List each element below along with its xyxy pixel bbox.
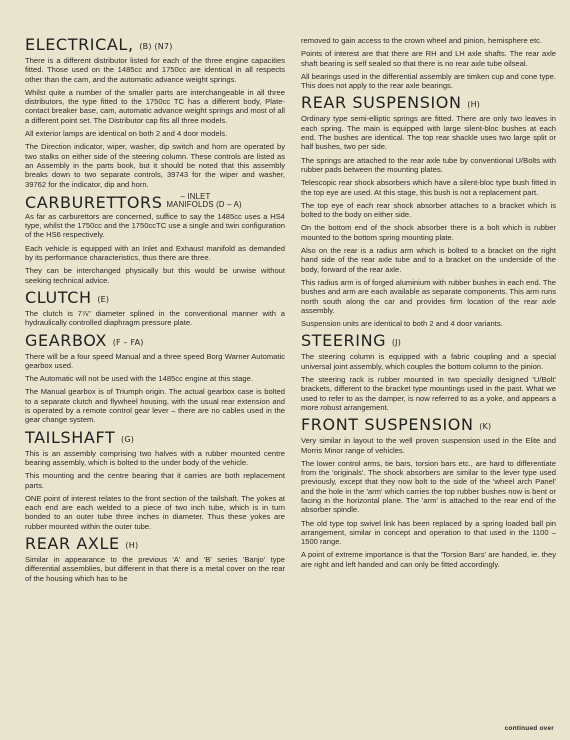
- paragraph: This is an assembly comprising two halves with a rubber mounted centre bearing assembly, which is bolted to the under body of the vehicle.: [25, 448, 285, 467]
- section-heading: [25, 332, 285, 351]
- paragraph: The clutch is 7⅞" diameter splined in the conventional manner with a hydraulically controlled diaphragm pressure plate.: [25, 308, 285, 328]
- section-heading: ELECTRICAL, (B) (N7): [25, 35, 173, 54]
- continued-over-note: continued over: [504, 725, 554, 732]
- paragraph: The Manual gearbox is of Triumph origin. The actual gearbox case is bolted to a separate clutch and flywheel housing, with the usual rear extension and is operated by a remote control gear lever – there are no cables used in the gear change system.: [25, 387, 285, 425]
- paragraph: There will be a four speed Manual and a three speed Borg Warner Automatic gearbox used.: [25, 351, 285, 370]
- paragraph: ONE point of interest relates to the front section of the tailshaft. The yokes at each end are each welded to a piece of two inch tube, which is in turn bonded to an outer tube three inches in diameter. Thus these yokes are rubber mounted within the outer tube.: [25, 493, 285, 531]
- section-steering: [301, 332, 556, 412]
- paragraph: The Direction indicator, wiper, washer, dip switch and horn are operated by two stalks on either side of the steering column. These controls are listed as an Assembly in the parts book, but it should be noted that this assembly breaks down to two separate controls, 39743 for the wiper and washer, 39762 for the indicator, dip and horn.: [25, 142, 285, 189]
- paragraph: The springs are attached to the rear axle tube by conventional U/Bolts with rubber pads between the mounting plates.: [301, 155, 556, 174]
- heading-title: GEARBOX: [25, 330, 107, 350]
- heading-title: REAR SUSPENSION: [301, 93, 462, 113]
- section-heading: [301, 94, 556, 113]
- paragraph: They can be interchanged physically but this would be unwise without seeking technical advice.: [25, 266, 285, 285]
- section-gearbox: [25, 332, 285, 425]
- section-front-suspension: [301, 416, 556, 569]
- paragraph: On the bottom end of the shock absorber there is a bolt which is rubber mounted to the bottom spring mounting plate.: [301, 223, 556, 242]
- heading-title: STEERING: [301, 331, 387, 351]
- paragraph: The steering rack is rubber mounted in two specially designed 'U/Bolt' brackets, different to the bracket type mountings used in the past. What we used to refer to as the damper, is now referred to as a yoke, and appears a more robust arrangement.: [301, 375, 556, 412]
- section-clutch: [25, 289, 285, 328]
- section-heading: [25, 429, 285, 448]
- section-rear-axle: [25, 535, 285, 583]
- paragraph: The steering column is equipped with a fabric coupling and a special universal joint assembly, which couples the bottom column to the pinion.: [301, 352, 556, 371]
- subtitle-line: – INLET: [180, 191, 211, 201]
- section-heading: [301, 332, 556, 351]
- heading-title: ELECTRICAL: [25, 35, 128, 54]
- paragraph: Similar in appearance to the previous 'A' and 'B' series 'Banjo' type differential assemblies, but different in that there is a metal cover on the rear of the housing which has to be: [25, 554, 285, 583]
- section-code: (E): [97, 294, 110, 304]
- section-code: (K): [479, 422, 492, 432]
- heading-title: FRONT SUSPENSION: [301, 415, 474, 435]
- subtitle-line: MANIFOLDS (D – A): [166, 199, 242, 209]
- left-column: [25, 36, 285, 740]
- section-code: (G): [121, 434, 135, 444]
- section-code: (H): [125, 540, 139, 550]
- section-carburettors: [25, 193, 285, 285]
- paragraph: Suspension units are identical to both 2 and 4 door variants.: [301, 319, 503, 329]
- paragraph: The top eye of each rear shock absorber attaches to a bracket which is bolted to the body on either side.: [301, 200, 556, 220]
- paragraph: The lower control arms, tie bars, torsion bars etc., are hard to differentiate from the 'originals'. The shock absorbers are similar to the lever type used previously, except that they now bolt to the side of the 'wheel arch Panel' and the hole in the 'arm' which carries the top rubber bushes now is bent or facing in the horizontal plane. The 'arm' is attached to the rear end of the absorber spindle.: [301, 458, 556, 515]
- paragraph: The old type top swivel link has been replaced by a spring loaded ball pin arrangement, similar in concept and operation to that used in the 1100 – 1500 range.: [301, 518, 556, 547]
- section-code: (J): [391, 338, 402, 348]
- paragraph: All exterior lamps are identical on both 2 and 4 door models.: [25, 129, 228, 139]
- paragraph: This radius arm is of forged aluminium with rubber bushes in each end. The bushes and arm are each available as separate components. This arm runs north south along the car and provides firm location of the rear axle assembly.: [301, 277, 556, 315]
- heading-title: REAR AXLE: [25, 533, 120, 553]
- paragraph: All bearings used in the differential assembly are timken cup and cone type. This does not apply to the rear axle bearings.: [301, 71, 556, 91]
- paragraph: Telescopic rear shock absorbers which have a silent-bloc type bush fitted in the top eye are used. At this stage, this bush is not a replacement part.: [301, 178, 556, 197]
- section-rear-axle-continued: [301, 36, 556, 90]
- right-column: [301, 36, 556, 740]
- paragraph: removed to gain access to the crown wheel and pinion, hemisphere etc.: [301, 36, 543, 45]
- paragraph: There is a different distributor listed for each of the three engine capacities fitted. Those used on the 1485cc and 1750cc are identical in all respects other than the cam, and the automatic advance weight springs.: [25, 56, 285, 84]
- paragraph: Points of interest are that there are RH and LH axle shafts. The rear axle shaft bearing is self sealed so that there is no rear axle tube oilseal.: [301, 49, 556, 68]
- paragraph: As far as carburettors are concerned, suffice to say the 1485cc uses a HS4 type, whilst the 1750cc and the 1750ccTC use a single and twin configuration of the HS6 respectively.: [25, 211, 285, 240]
- section-code: (B) (N7): [139, 42, 173, 51]
- paragraph: Ordinary type semi-elliptic springs are fitted. There are only two leaves in each spring. The main is equipped with large silent-bloc bushes at each end. The bushes are identical. The top rear shackle uses two large split or half bushes, two per side.: [301, 114, 556, 152]
- heading-title: CLUTCH: [25, 287, 92, 307]
- heading-title: CARBURETTORS: [25, 192, 163, 212]
- paragraph: The Automatic will not be used with the 1485cc engine at this stage.: [25, 374, 253, 384]
- section-rear-suspension: [301, 94, 556, 328]
- paragraph: A point of extreme importance is that the 'Torsion Bars' are handed, ie. they are right and left handed and can only be fitted accordingly.: [301, 550, 556, 569]
- section-heading: [25, 289, 285, 308]
- section-code: (F – FA): [112, 337, 144, 347]
- section-heading: [25, 193, 285, 211]
- section-tailshaft: [25, 429, 285, 531]
- paragraph: Whilst quite a number of the smaller parts are interchangeable in all three distributors, the type fitted to the 1750cc TC has a different body, Plate-contact breaker base, cam, automatic advance weight springs and most of all a different point set. The Distributor cap fits all three models.: [25, 87, 285, 125]
- paragraph: Very similar in layout to the well proven suspension used in the Elite and Morris Minor range of vehicles.: [301, 436, 556, 455]
- heading-title: TAILSHAFT: [25, 427, 116, 447]
- section-code: (H): [467, 100, 481, 110]
- paragraph: This mounting and the centre bearing that it carries are both replacement parts.: [25, 471, 285, 490]
- section-heading: [25, 535, 285, 554]
- section-heading: [301, 416, 556, 435]
- section-electrical: [25, 36, 285, 189]
- paragraph: Also on the rear is a radius arm which is bolted to a bracket on the right hand side of the rear axle tube and to a bracket on the underside of the body, forward of the rear axle.: [301, 246, 556, 274]
- heading-subtitle: [166, 193, 241, 211]
- paragraph: Each vehicle is equipped with an Inlet and Exhaust manifold as demanded by its performance characteristics, thus there are three.: [25, 243, 285, 263]
